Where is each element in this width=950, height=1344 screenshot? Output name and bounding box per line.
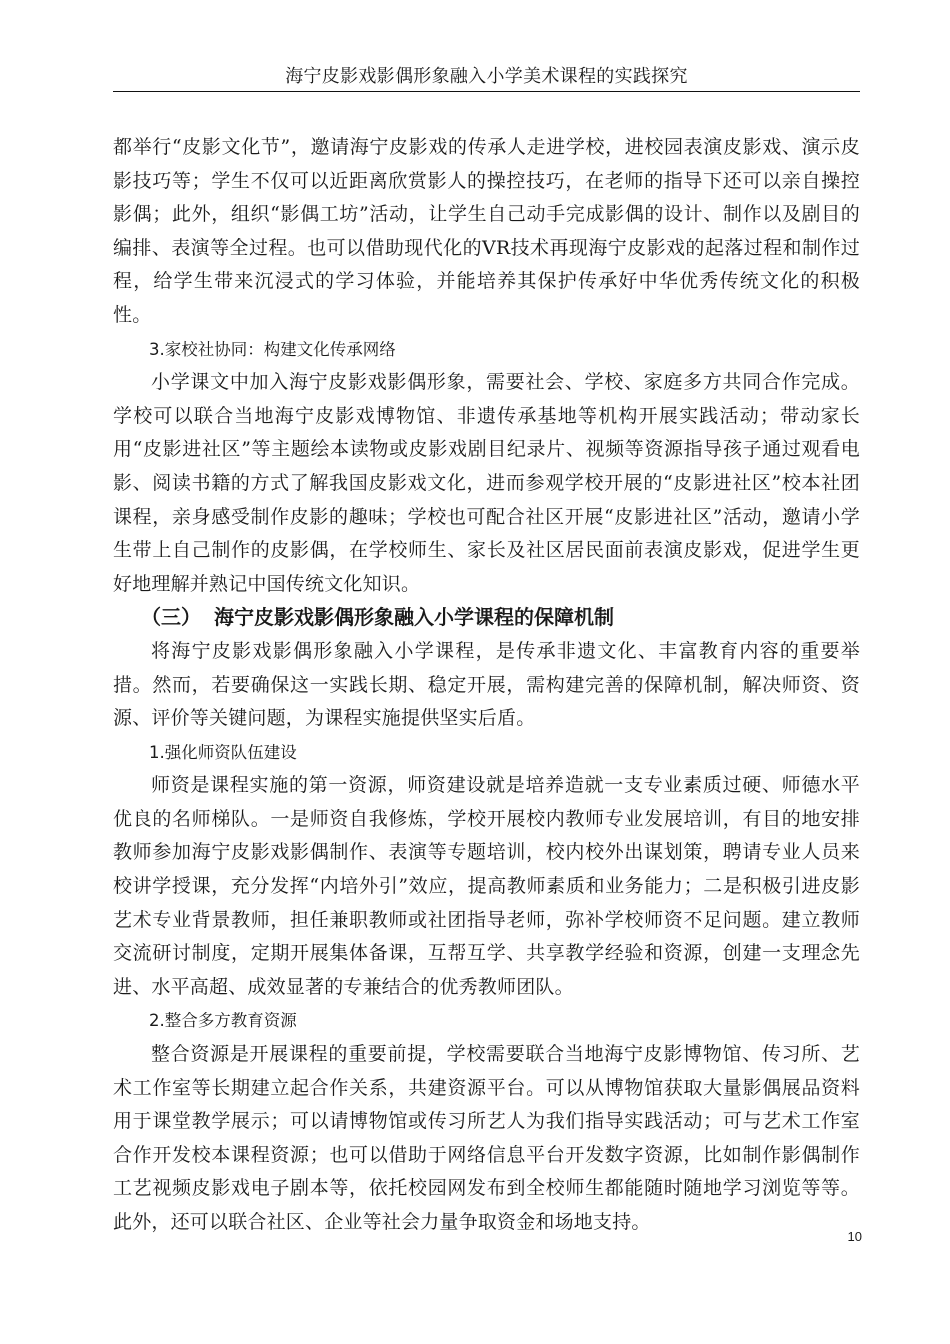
subheading-home-school-community: 3.家校社协同：构建文化传承网络 (149, 339, 396, 359)
paragraph-education-resources: 整合资源是开展课程的重要前提，学校需要联合当地海宁皮影博物馆、传习所、艺术工作室等长期建立起合作关系，共建资源平台。可以从博物馆获取大量影偶展品资料用于课堂教学展示；可以请博物馆或传习所艺人为我们指导实践活动；可与艺术工作室合作开发校本课程资源；也可以借助于网络信息平台开发数字资源，比如制作影偶制作工艺视频皮影戏电子剧本等，依托校园网发布到全校师生都能随时随地学习浏览等等。此外，还可以联合社区、企业等社会力量争取资金和场地支持。 (113, 1043, 860, 1233)
section-heading-guarantee-mechanism: （三） 海宁皮影戏影偶形象融入小学课程的保障机制 (141, 605, 614, 630)
subheading-teacher-team: 1.强化师资队伍建设 (149, 742, 297, 762)
page-body (113, 131, 860, 1240)
page-number: 10 (847, 1229, 862, 1244)
header-divider (113, 91, 860, 92)
paragraph-continued: 都举行“皮影文化节”，邀请海宁皮影戏的传承人走进学校，进校园表演皮影戏、演示皮影技巧等；学生不仅可以近距离欣赏影人的操控技巧，在老师的指导下还可以亲自操控影偶；此外，组织“影偶工坊”活动，让学生自己动手完成影偶的设计、制作以及剧目的编排、表演等全过程。也可以借助现代化的VR技术再现海宁皮影戏的起落过程和制作过程，给学生带来沉浸式的学习体验，并能培养其保护传承好中华优秀传统文化的积极性。 (113, 136, 860, 326)
subheading-education-resources: 2.整合多方教育资源 (149, 1011, 297, 1031)
paragraph-home-school-community: 小学课文中加入海宁皮影戏影偶形象，需要社会、学校、家庭多方共同合作完成。学校可以联合当地海宁皮影戏博物馆、非遗传承基地等机构开展实践活动；带动家长用“皮影进社区”等主题绘本读物或皮影戏剧目纪录片、视频等资源指导孩子通过观看电影、阅读书籍的方式了解我国皮影戏文化，进而参观学校开展的“皮影进社区”校本社团课程，亲身感受制作皮影的趣味；学校也可配合社区开展“皮影进社区”活动，邀请小学生带上自己制作的皮影偶，在学校师生、家长及社区居民面前表演皮影戏，促进学生更好地理解并熟记中国传统文化知识。 (113, 371, 860, 595)
paragraph-guarantee-intro: 将海宁皮影戏影偶形象融入小学课程，是传承非遗文化、丰富教育内容的重要举措。然而，若要确保这一实践长期、稳定开展，需构建完善的保障机制，解决师资、资源、评价等关键问题，为课程实施提供坚实后盾。 (113, 639, 860, 730)
paragraph-teacher-team: 师资是课程实施的第一资源，师资建设就是培养造就一支专业素质过硬、师德水平优良的名师梯队。一是师资自我修炼，学校开展校内教师专业发展培训，有目的地安排教师参加海宁皮影戏影偶制作、表演等专题培训，校内校外出谋划策，聘请专业人员来校讲学授课，充分发挥“内培外引”效应，提高教师素质和业务能力；二是积极引进皮影艺术专业背景教师，担任兼职教师或社团指导老师，弥补学校师资不足问题。建立教师交流研讨制度，定期开展集体备课，互帮互学、共享教学经验和资源，创建一支理念先进、水平高超、成效显著的专兼结合的优秀教师团队。 (113, 774, 860, 998)
running-header: 海宁皮影戏影偶形象融入小学美术课程的实践探究 (285, 66, 688, 87)
